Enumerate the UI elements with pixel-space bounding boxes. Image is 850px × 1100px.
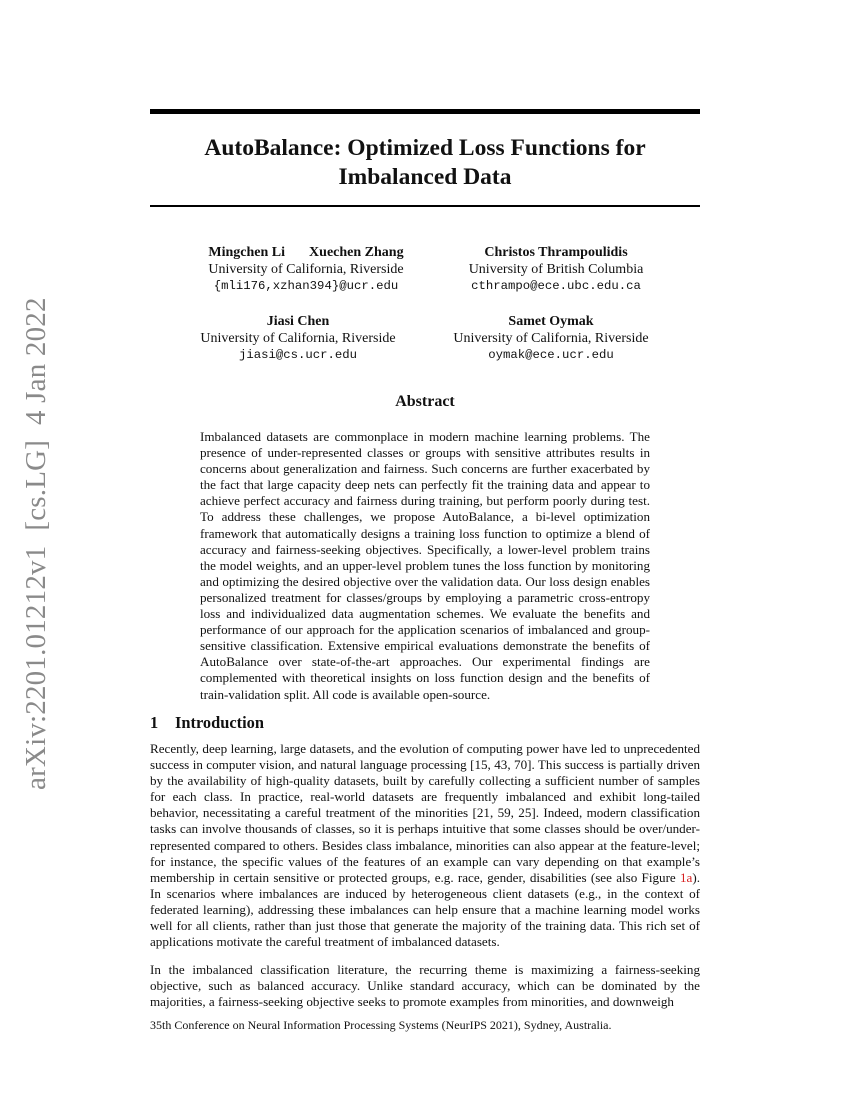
title-line-1: AutoBalance: Optimized Loss Functions for [204,135,646,161]
arxiv-identifier: arXiv:2201.01212v1 [cs.LG] 4 Jan 2022 [20,297,52,790]
conference-footnote: 35th Conference on Neural Information Processing Systems (NeurIPS 2021), Sydney, Australia. [150,1018,612,1032]
section-number: 1 [150,713,159,732]
author-email: cthrampo@ece.ubc.edu.ca [471,279,641,293]
title-top-rule [150,109,700,114]
intro-paragraph-2: In the imbalanced classification literature, the recurring theme is maximizing a fairness-seeking objective, such as balanced accuracy. Unlike standard accuracy, which can be dominated by the majorities, a fairness-seeking objective seeks to promote examples from minorities, and downweigh [150,962,700,1010]
author-affiliation: University of British Columbia [468,261,644,277]
intro-p1-text-b: ). In scenarios where imbalances are induced by heterogeneous client datasets (e.g., in the context of federated learning), addressing these imbalances can help ensure that a machine learning model works well for all clients, rather than just those that generate the majority of the training data. This rich set of applications motivate the careful treatment of imbalanced datasets. [150,869,700,950]
author-block-li-zhang [190,245,422,295]
author-name: Samet Oymak [508,314,594,329]
title-line-2: Imbalanced Data [338,164,512,190]
author-name: Christos Thrampoulidis [484,245,628,260]
author-block-thrampoulidis [440,245,672,295]
author-block-chen [182,314,414,364]
abstract-heading: Abstract [395,393,455,410]
intro-paragraph-1 [150,741,700,950]
author-affiliation: University of California, Riverside [453,330,649,346]
intro-p1-text-a: Recently, deep learning, large datasets, and the evolution of computing power have led to unprecedented success in computer vision, and natural language processing [15, 43, 70]. This success is partially driven by the availability of high-quality datasets, built by carefully collecting a sufficient number of samples for each class. In practice, real-world datasets are frequently imbalanced and exhibit long-tailed behavior, necessitating a careful treatment of the minorities [21, 59, 25]. Indeed, modern classification tasks can involve thousands of classes, so it is perhaps intuitive that some classes should be over/under-represented compared to others. Besides class imbalance, minorities can also appear at the feature-level; for instance, the specific values of the features of an example can vary depending on that example’s membership in certain sensitive or protected groups, e.g. race, gender, disabilities (see also Figure [150,741,700,885]
author-block-oymak [435,314,667,364]
author-email: {mli176,xzhan394}@ucr.edu [213,279,399,293]
figure-reference-link[interactable]: 1a [680,869,693,885]
section-heading [150,713,264,733]
author-name: Jiasi Chen [266,314,330,329]
author-affiliation: University of California, Riverside [200,330,396,346]
abstract-text: Imbalanced datasets are commonplace in modern machine learning problems. The presence of under-represented classes or groups with sensitive attributes results in concerns about generalization and fairness. Such concerns are further exacerbated by the fact that large capacity deep nets can perfectly fit the training data and appear to achieve perfect accuracy and fairness during training, but perform poorly during test. To address these challenges, we propose AutoBalance, a bi-level optimization framework that automatically designs a training loss function to optimize a blend of accuracy and fairness-seeking objectives. Specifically, a lower-level problem trains the model weights, and an upper-level problem tunes the loss function by monitoring and optimizing the desired objective over the validation data. Our loss design enables personalized treatment for classes/groups by employing a parametric cross-entropy loss and individualized data augmentation schemes. We evaluate the benefits and performance of our approach for the application scenarios of imbalanced and group-sensitive classification. Extensive empirical evaluations demonstrate the benefits of AutoBalance over state-of-the-art approaches. Our experimental findings are complemented with theoretical insights on loss function design and the benefits of train-validation split. All code is available open-source. [200,429,650,702]
author-email: oymak@ece.ucr.edu [488,348,614,362]
author-email: jiasi@cs.ucr.edu [238,348,358,362]
title-bottom-rule [150,205,700,207]
author-name: Mingchen Li [208,245,286,260]
section-title: Introduction [175,713,264,732]
paper-title [150,134,700,192]
author-affiliation: University of California, Riverside [208,261,404,277]
author-name: Xuechen Zhang [309,245,404,260]
